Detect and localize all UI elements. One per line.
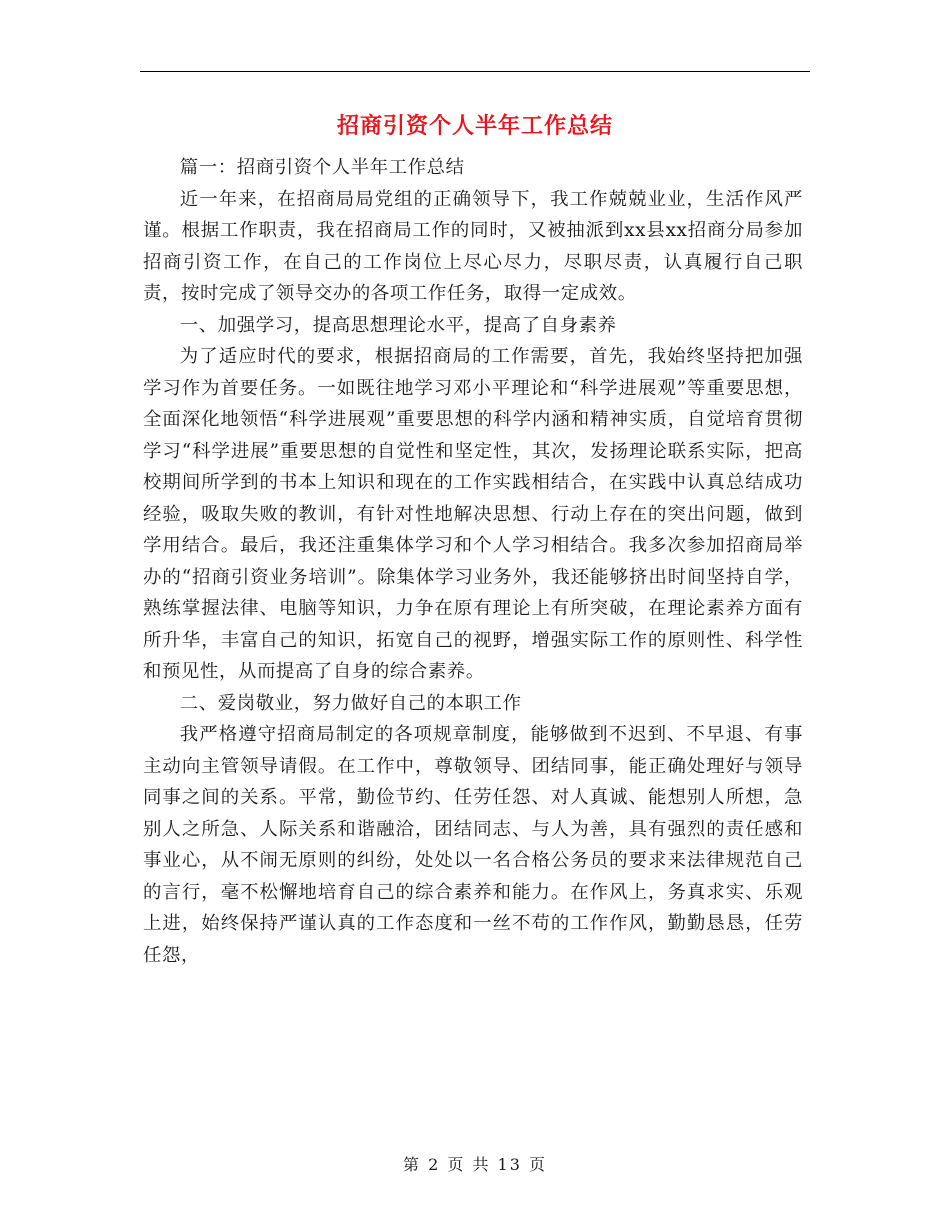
dedication-paragraph: 我严格遵守招商局制定的各项规章制度，能够做到不迟到、不早退、有事主动向主管领导请假。在工作中，尊敬领导、团结同事，能正确处理好与领导同事之间的关系。平常，勤俭节约、任劳任怨、对人真诚、能想别人所想，急别人之所急、人际关系和谐融洽，团结同志、与人为善，具有强烈的责任感和事业心，从不闹无原则的纠纷，处处以一名合格公务员的要求来法律规范自己的言行，毫不松懈地培育自己的综合素养和能力。在作风上，务真求实、乐观上进，始终保持严谨认真的工作态度和一丝不苟的工作作风，勤勤恳恳，任劳任怨， — [143, 724, 803, 966]
section-heading-dedication: 二、爱岗敬业，努力做好自己的本职工作 — [179, 692, 522, 714]
header-rule — [140, 71, 810, 72]
learning-paragraph: 为了适应时代的要求，根据招商局的工作需要，首先，我始终坚持把加强学习作为首要任务。一如既往地学习邓小平理论和“科学进展观”等重要思想，全面深化地领悟“科学进展观”重要思想的科学内涵和精神实质，自觉培育贯彻学习“科学进展”重要思想的自觉性和坚定性，其次，发扬理论联系实际，把高校期间所学到的书本上知识和现在的工作实践相结合，在实践中认真总结成功经验，吸取失败的教训，有针对性地解决思想、行动上存在的突出问题，做到学用结合。最后，我还注重集体学习和个人学习相结合。我多次参加招商局举办的“招商引资业务培训”。除集体学习业务外，我还能够挤出时间坚持自学，熟练掌握法律、电脑等知识，力争在原有理论上有所突破，在理论素养方面有所升华，丰富自己的知识，拓宽自己的视野，增强实际工作的原则性、科学性和预见性，从而提高了自身的综合素养。 — [143, 346, 803, 682]
intro-paragraph: 近一年来，在招商局局党组的正确领导下，我工作兢兢业业，生活作风严谨。根据工作职责，我在招商局工作的同时，又被抽派到xx县xx招商分局参加招商引资工作，在自己的工作岗位上尽心尽力，尽职尽责，认真履行自己职责，按时完成了领导交办的各项工作任务，取得一定成效。 — [143, 188, 803, 304]
document-body — [143, 152, 803, 971]
section-heading-part-one: 篇一：招商引资个人半年工作总结 — [179, 157, 465, 178]
document-title: 招商引资个人半年工作总结 — [336, 113, 613, 139]
section-heading-learning: 一、加强学习，提高思想理论水平，提高了自身素养 — [179, 314, 617, 336]
page-number-footer: 第 2 页 共 13 页 — [403, 1155, 547, 1174]
